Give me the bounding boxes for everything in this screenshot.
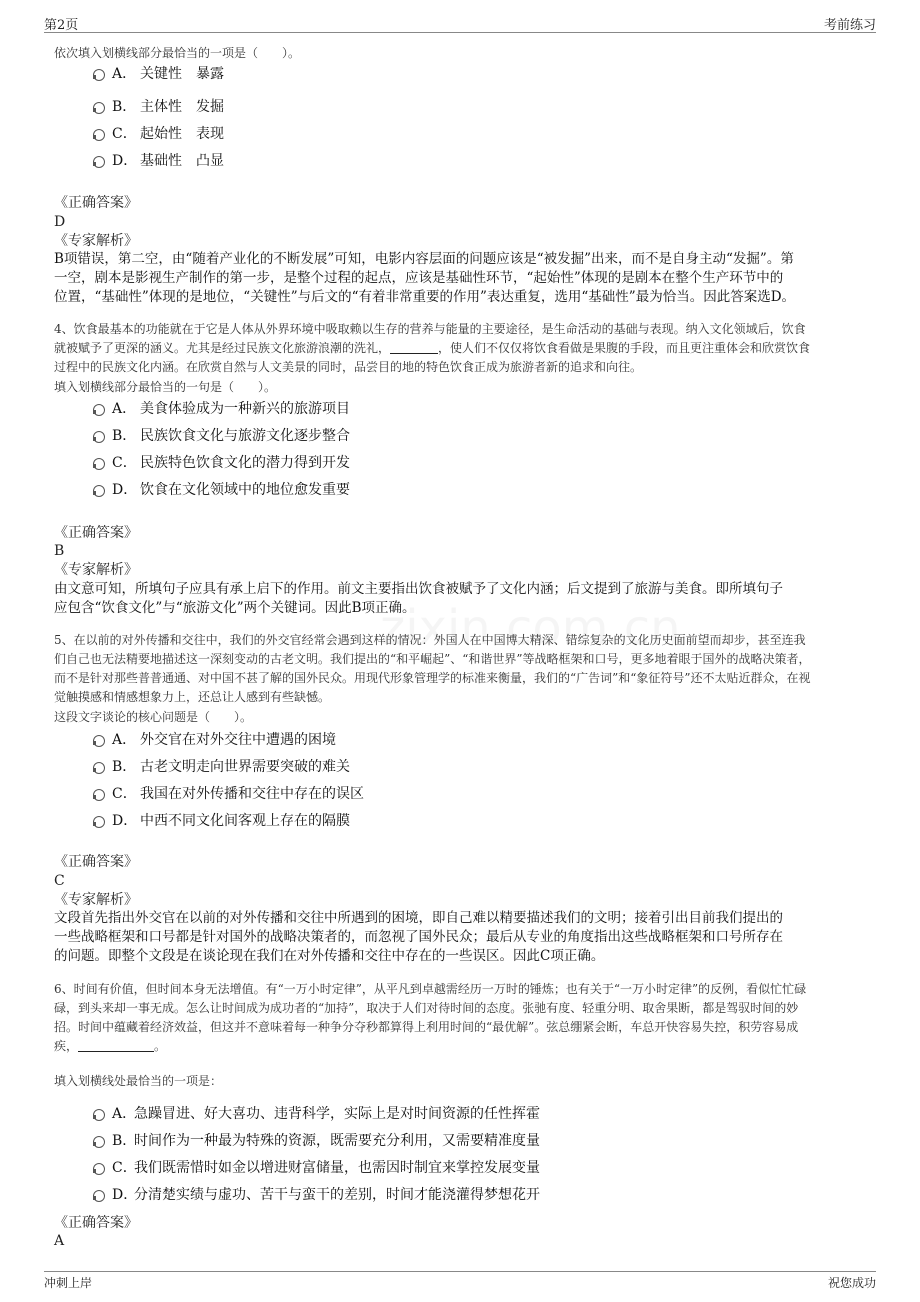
radio-icon[interactable] <box>93 1190 105 1202</box>
q4-option-b[interactable]: B． 民族饮食文化与旅游文化逐步整合 <box>93 425 350 447</box>
q4-option-d[interactable]: D． 饮食在文化领域中的地位愈发重要 <box>93 479 350 501</box>
radio-icon[interactable] <box>93 156 105 168</box>
page-footer <box>44 1271 876 1292</box>
radio-icon[interactable] <box>93 69 105 81</box>
q6-stem: 6、时间有价值，但时间本身无法增值。有“一万小时定律”，从平凡到卓越需经历一万时的锤炼；也有关于“一万小时定律”的反例，看似忙忙碌 碌，到头来却一事无成。怎么让时间成为成功者的“加持”，取决于人们对待时间的态度。张驰有度、轻重分明、取舍果断，都是驾驭时间的妙 招。时间中蕴藏着经济效益，但这并不意味着每一种争分夺秒都算得上利用时间的“最优解”。弦总绷紧会断，车总开快容易失控，积劳容易成 疾， 。 <box>54 982 807 1053</box>
radio-icon[interactable] <box>93 404 105 416</box>
fill-blank <box>390 340 438 354</box>
radio-icon[interactable] <box>93 1109 105 1121</box>
q4-prompt: 填入划横线部分最恰当的一句是（ ）。 <box>54 380 277 394</box>
q5-option-c[interactable]: C． 我国在对外传播和交往中存在的误区 <box>93 783 364 805</box>
radio-icon[interactable] <box>93 102 105 114</box>
q5-answer: C <box>54 873 65 889</box>
q5-answer-label: 《正确答案》 <box>54 854 138 870</box>
q6-answer-label: 《正确答案》 <box>54 1215 138 1231</box>
radio-icon[interactable] <box>93 1163 105 1175</box>
footer-left: 冲刺上岸 <box>44 1276 93 1290</box>
page-header <box>44 14 876 33</box>
q3-analysis: B项错误，第二空，由“随着产业化的不断发展”可知，电影内容层面的问题应该是“被发掘”出来，而不是自身主动“发掘”。第 一空，剧本是影视生产制作的第一步，是整个过程的起点，应该是基础性环节，“起始性”体现的是剧本在整个生产环节中的 位置，“基础性”体现的是地位，“关键性”与后文的“有着非常重要的作用”表达重复，选用“基础性”最为恰当。因此答案选D。 <box>54 251 796 305</box>
q3-analysis-label: 《专家解析》 <box>54 233 138 249</box>
q6-option-d[interactable]: D．分清楚实绩与虚功、苦干与蛮干的差别，时间才能浇灌得梦想花开 <box>93 1184 540 1206</box>
radio-icon[interactable] <box>93 485 105 497</box>
radio-icon[interactable] <box>93 1136 105 1148</box>
q4-option-a[interactable]: A． 美食体验成为一种新兴的旅游项目 <box>93 398 350 420</box>
q5-analysis: 文段首先指出外交官在以前的对外传播和交往中所遇到的困境，即自己难以精要描述我们的文明；接着引出目前我们提出的 一些战略框架和口号都是针对国外的战略决策者的，而忽视了国外民众；最后从专业的角度指出这些战略框架和口号所存在 的问题。即整个文段是在谈论现在我们在对外传播和交往中存在的一些误区。因此C项正确。 <box>54 910 783 964</box>
header-title: 考前练习 <box>823 18 876 33</box>
q5-stem: 5、在以前的对外传播和交往中，我们的外交官经常会遇到这样的情况：外国人在中国博大精深、错综复杂的文化历史面前望而却步，甚至连我 们自己也无法精要地描述这一深刻变动的古老文明。我们提出的“和平崛起”、“和谐世界”等战略框架和口号，更多地着眼于国外的战略决策者， 而不是针对那些普普通通、对中国不甚了解的国外民众。用现代形象管理学的标准来衡量，我们的“广告词”和“象征符号”还不太贴近群众，在视 觉触摸感和情感想象力上，还总让人感到有些缺憾。 <box>54 633 811 704</box>
q4-analysis: 由文意可知，所填句子应具有承上启下的作用。前文主要指出饮食被赋予了文化内涵；后文提到了旅游与美食。即所填句子 应包含“饮食文化”与“旅游文化”两个关键词。因此B项正确。 <box>54 581 783 616</box>
q3-option-b[interactable]: B． 主体性 发掘 <box>93 96 224 118</box>
q4-analysis-label: 《专家解析》 <box>54 562 138 578</box>
q6-prompt: 填入划横线处最恰当的一项是： <box>54 1074 223 1088</box>
q4-answer-label: 《正确答案》 <box>54 525 138 541</box>
q3-answer: D <box>54 214 66 230</box>
q6-answer: A <box>54 1233 65 1249</box>
q5-option-d[interactable]: D． 中西不同文化间客观上存在的隔膜 <box>93 810 350 832</box>
fill-blank <box>78 1038 154 1052</box>
radio-icon[interactable] <box>93 458 105 470</box>
q3-option-a[interactable]: A． 关键性 暴露 <box>93 63 224 85</box>
radio-icon[interactable] <box>93 816 105 828</box>
q6-option-c[interactable]: C．我们既需惜时如金以增进财富储量，也需因时制宜来掌控发展变量 <box>93 1157 540 1179</box>
radio-icon[interactable] <box>93 129 105 141</box>
q3-option-d[interactable]: D． 基础性 凸显 <box>93 150 224 172</box>
q4-stem: 4、饮食最基本的功能就在于它是人体从外界环境中吸取赖以生存的营养与能量的主要途径，是生命活动的基础与表现。纳入文化领域后，饮食 就被赋予了更深的涵义。尤其是经过民族文化旅游浪潮的洗礼， ，使人们不仅仅将饮食看做是果腹的手段，而且更注重体会和欣赏饮食 过程中的民族文化内涵。在欣赏自然与人文美景的同时，品尝目的地的特色饮食正成为旅游者新的追求和向往。 <box>54 322 811 374</box>
q5-option-a[interactable]: A． 外交官在对外交往中遭遇的困境 <box>93 729 336 751</box>
page-number: 第2页 <box>44 18 79 33</box>
q4-answer: B <box>54 543 65 559</box>
q6-option-a[interactable]: A．急躁冒进、好大喜功、违背科学，实际上是对时间资源的任性挥霍 <box>93 1103 540 1125</box>
q5-analysis-label: 《专家解析》 <box>54 892 138 908</box>
footer-right: 祝您成功 <box>827 1276 876 1290</box>
radio-icon[interactable] <box>93 762 105 774</box>
q5-prompt: 这段文字谈论的核心问题是（ ）。 <box>54 710 253 724</box>
radio-icon[interactable] <box>93 431 105 443</box>
q3-answer-label: 《正确答案》 <box>54 195 138 211</box>
radio-icon[interactable] <box>93 735 105 747</box>
q4-option-c[interactable]: C． 民族特色饮食文化的潜力得到开发 <box>93 452 350 474</box>
q3-option-c[interactable]: C． 起始性 表现 <box>93 123 224 145</box>
q6-option-b[interactable]: B．时间作为一种最为特殊的资源，既需要充分利用，又需要精准度量 <box>93 1130 540 1152</box>
q3-prompt: 依次填入划横线部分最恰当的一项是（ ）。 <box>54 46 301 60</box>
q5-option-b[interactable]: B． 古老文明走向世界需要突破的难关 <box>93 756 350 778</box>
radio-icon[interactable] <box>93 789 105 801</box>
